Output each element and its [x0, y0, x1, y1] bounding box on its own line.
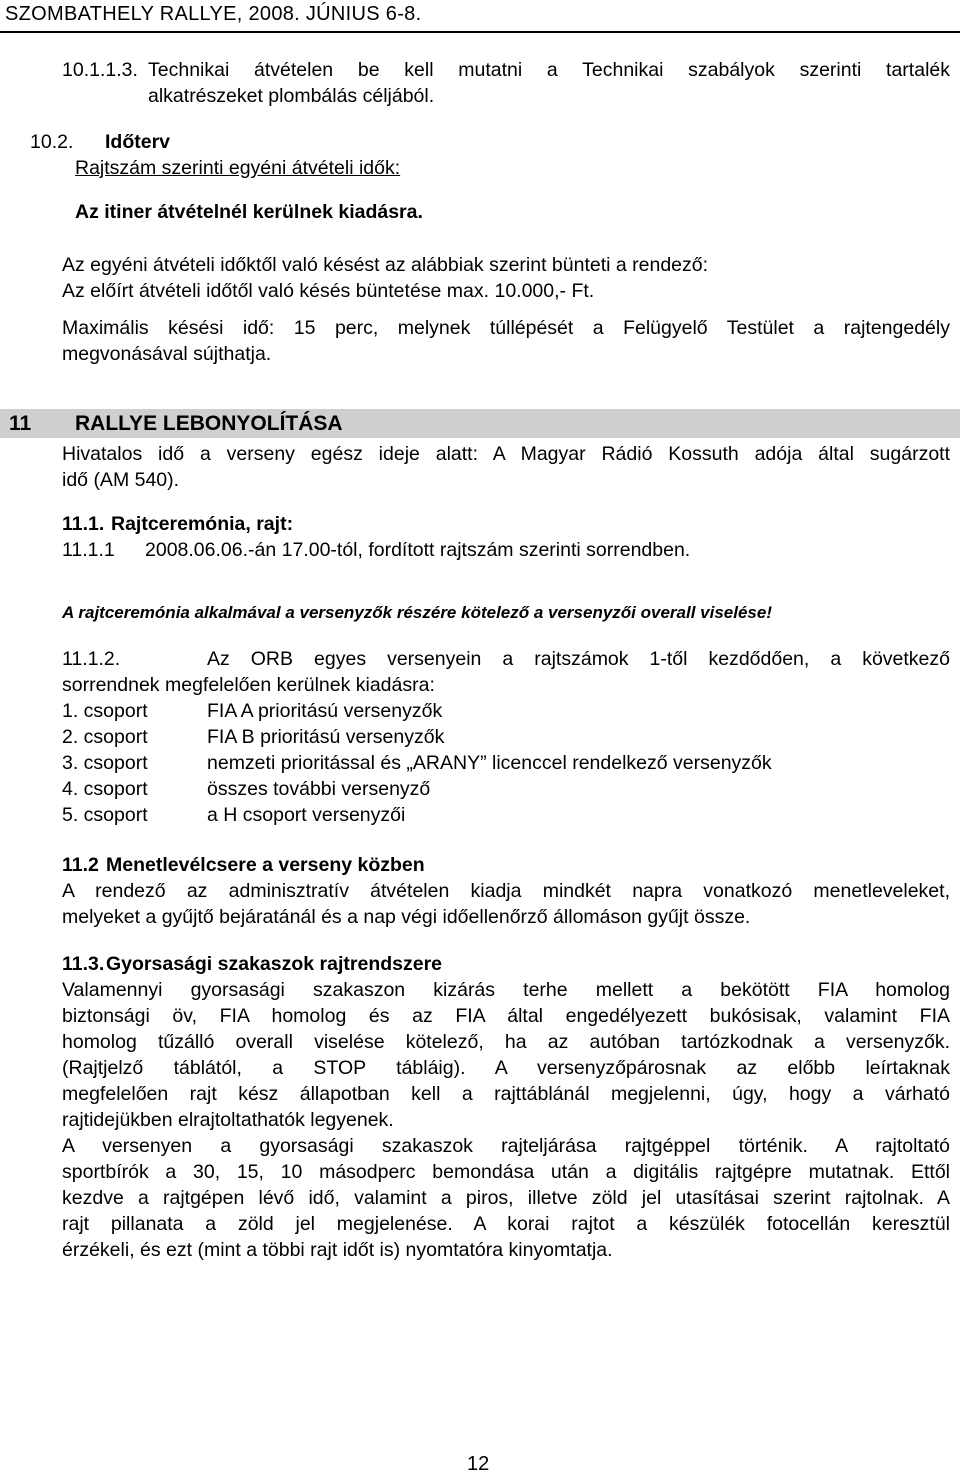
group-label: 4. csoport: [62, 778, 148, 800]
group-desc: FIA A prioritású versenyzők: [207, 700, 443, 722]
paragraph-line: sportbírók a 30, 15, 10 másodperc bemondása után a digitális rajtgépre mutatnak. Ettől: [62, 1161, 950, 1183]
paragraph-line: idő (AM 540).: [62, 469, 180, 491]
group-label: 3. csoport: [62, 752, 148, 774]
running-header: SZOMBATHELY RALLYE, 2008. JÚNIUS 6-8.: [5, 3, 422, 25]
group-desc: összes további versenyző: [207, 778, 431, 800]
paragraph-line: melyeket a gyűjtő bejáratánál és a nap végi időellenőrző állomáson gyűjt össze.: [62, 906, 751, 928]
paragraph-line: (Rajtjelző táblától, a STOP tábláig). A versenyzőpárosnak az előbb leírtaknak: [62, 1057, 950, 1079]
group-desc: a H csoport versenyzői: [207, 804, 406, 826]
section-number: 11.3.: [62, 953, 105, 975]
paragraph-line: Maximális késési idő: 15 perc, melynek túllépését a Felügyelő Testület a rajtengedély: [62, 317, 950, 339]
group-desc: FIA B prioritású versenyzők: [207, 726, 445, 748]
section-title: Gyorsasági szakaszok rajtrendszere: [106, 953, 443, 975]
paragraph-line: Az ORB egyes versenyein a rajtszámok 1-től kezdődően, a következő: [207, 648, 950, 670]
group-desc: nemzeti prioritással és „ARANY” licenccel rendelkező versenyzők: [207, 752, 772, 774]
paragraph-line: Az itiner átvételnél kerülnek kiadásra.: [75, 201, 423, 223]
paragraph-line: Hivatalos idő a verseny egész ideje alatt: A Magyar Rádió Kossuth adója által sugárzott: [62, 443, 950, 465]
paragraph-line: 2008.06.06.-án 17.00-tól, fordított rajtszám szerinti sorrendben.: [145, 539, 691, 561]
group-label: 1. csoport: [62, 700, 148, 722]
paragraph-line: Technikai átvételen be kell mutatni a Technikai szabályok szerinti tartalék: [148, 59, 950, 81]
header-rule: [0, 31, 960, 33]
section-number: 11.1.: [62, 513, 105, 535]
overall-note: A rajtceremónia alkalmával a versenyzők részére kötelező a versenyzői overall viselése!: [62, 603, 772, 622]
section-heading: RALLYE LEBONYOLÍTÁSA: [75, 412, 343, 435]
subsection-number: 11.1.2.: [62, 648, 121, 670]
section-number: 11.2: [62, 854, 99, 876]
paragraph-line: homolog tűzálló overall viselése kötelező, ha az autóban tartózkodnak a versenyzők.: [62, 1031, 950, 1053]
paragraph-line: rajtidejükben elrajtoltathatók legyenek.: [62, 1109, 394, 1131]
section-number: 10.2.: [30, 131, 74, 153]
paragraph-line: Az előírt átvételi időtől való késés büntetése max. 10.000,- Ft.: [62, 280, 595, 302]
paragraph-line: alkatrészeket plombálás céljából.: [148, 85, 435, 107]
paragraph-line: rajt pillanata a zöld jel megjelenése. A korai rajtot a készülék fotocellán keresztül: [62, 1213, 950, 1235]
paragraph-line: megvonásával sújthatja.: [62, 343, 272, 365]
paragraph-line: kezdve a rajtgépen lévő idő, valamint a piros, illetve zöld jel utasításai szerint rajtolnak. A: [62, 1187, 950, 1209]
group-label: 2. csoport: [62, 726, 148, 748]
section-subtitle: Rajtszám szerinti egyéni átvételi idők:: [75, 157, 401, 179]
section-number: 10.1.1.3.: [62, 59, 138, 81]
subsection-number: 11.1.1: [62, 539, 115, 561]
paragraph-line: érzékeli, és ezt (mint a többi rajt időt is) nyomtatóra kinyomtatja.: [62, 1239, 613, 1261]
paragraph-line: A rendező az adminisztratív átvételen kiadja mindkét napra vonatkozó menetleveleket,: [62, 880, 950, 902]
section-title: Rajtceremónia, rajt:: [111, 513, 294, 535]
paragraph-line: A versenyen a gyorsasági szakaszok rajteljárása rajtgéppel történik. A rajtoltató: [62, 1135, 950, 1157]
group-label: 5. csoport: [62, 804, 148, 826]
page-number: 12: [467, 1453, 490, 1475]
paragraph-line: sorrendnek megfelelően kerülnek kiadásra:: [62, 674, 435, 696]
paragraph-line: biztonsági öv, FIA homolog és az FIA által engedélyezett bukósisak, valamint FIA: [62, 1005, 950, 1027]
paragraph-line: Valamennyi gyorsasági szakaszon kizárás terhe mellett a bekötött FIA homolog: [62, 979, 950, 1001]
section-title: Időterv: [105, 131, 171, 153]
paragraph-line: Az egyéni átvételi időktől való késést az alábbiak szerint bünteti a rendező:: [62, 254, 709, 276]
section-title: Menetlevélcsere a verseny közben: [106, 854, 425, 876]
paragraph-line: megfelelően rajt kész állapotban kell a rajttáblánál megjelenni, úgy, hogy a várható: [62, 1083, 950, 1105]
section-number: 11: [9, 412, 32, 435]
